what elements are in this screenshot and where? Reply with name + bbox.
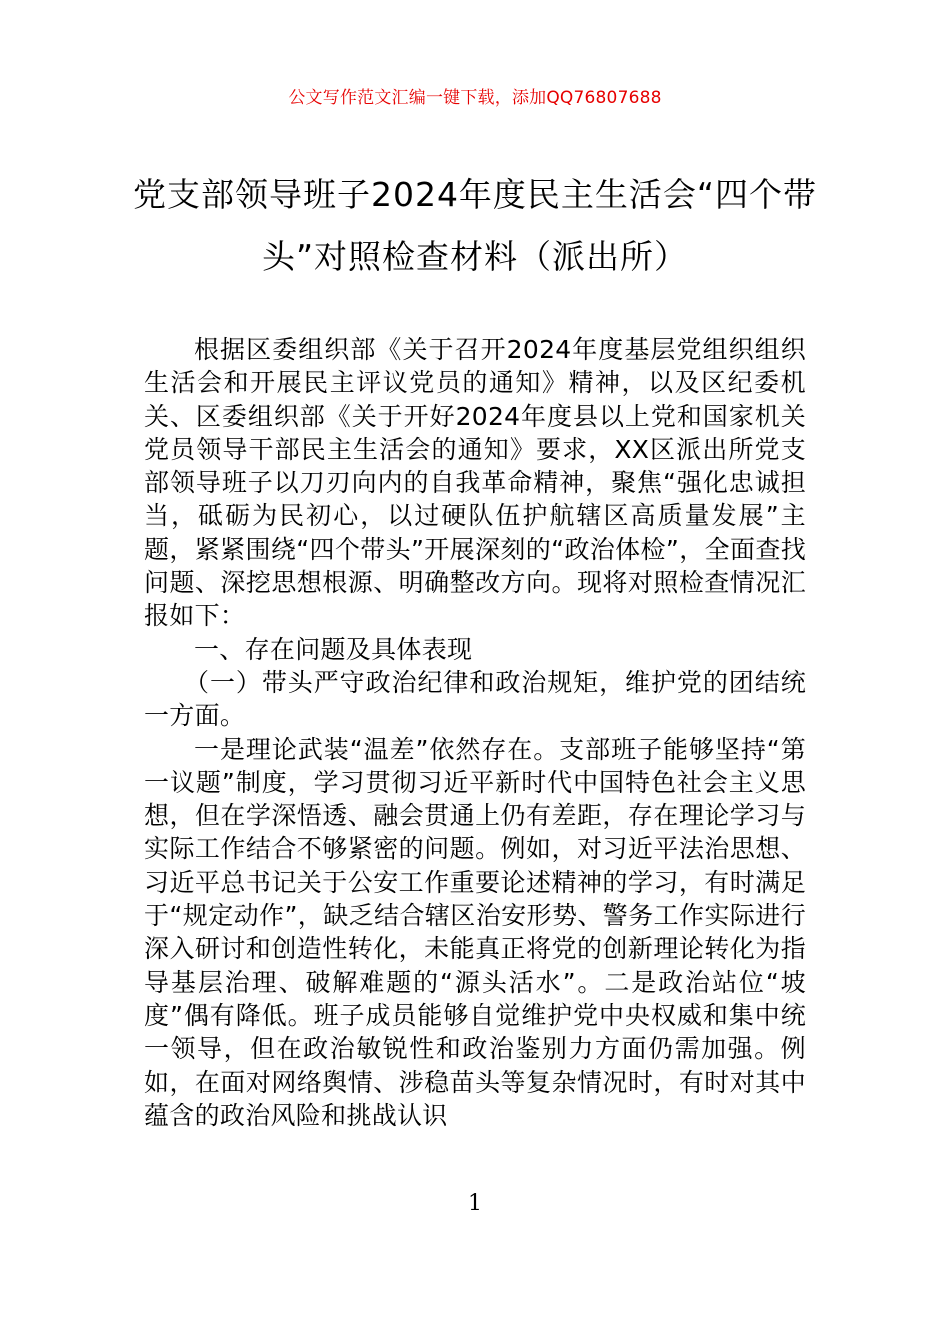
intro-paragraph: 根据区委组织部《关于召开2024年度基层党组织组织生活会和开展民主评议党员的通知》精神，以及区纪委机关、区委组织部《关于开好2024年度县以上党和国家机关党员领导干部民主生活会的通知》要求，XX区派出所党支部领导班子以刀刃向内的自我革命精神，聚焦“强化忠诚担当，砥砺为民初心，以过硬队伍护航辖区高质量发展”主题，紧紧围绕“四个带头”开展深刻的“政治体检”，全面查找问题、深挖思想根源、明确整改方向。现将对照检查情况汇报如下：	[144, 335, 806, 631]
section-heading: 一、存在问题及具体表现	[194, 634, 473, 664]
body-paragraph: 一是理论武装“温差”依然存在。支部班子能够坚持“第一议题”制度，学习贯彻习近平新时代中国特色社会主义思想，但在学深悟透、融会贯通上仍有差距，存在理论学习与实际工作结合不够紧密的问题。例如，对习近平法治思想、习近平总书记关于公安工作重要论述精神的学习，有时满足于“规定动作”，缺乏结合辖区治安形势、警务工作实际进行深入研讨和创造性转化，未能真正将党的创新理论转化为指导基层治理、破解难题的“源头活水”。二是政治站位“坡度”偶有降低。班子成员能够自觉维护党中央权威和集中统一领导，但在政治敏锐性和政治鉴别力方面仍需加强。例如，在面对网络舆情、涉稳苗头等复杂情况时，有时对其中蕴含的政治风险和挑战认识	[144, 734, 806, 1130]
document-title: 党支部领导班子2024年度民主生活会“四个带头”对照检查材料（派出所）	[132, 175, 818, 276]
document-body	[144, 333, 806, 1132]
subsection-heading: （一）带头严守政治纪律和政治规矩，维护党的团结统一方面。	[144, 667, 806, 731]
promo-banner: 公文写作范文汇编一键下载，添加QQ76807688	[288, 88, 662, 108]
page-number: 1	[468, 1191, 482, 1216]
